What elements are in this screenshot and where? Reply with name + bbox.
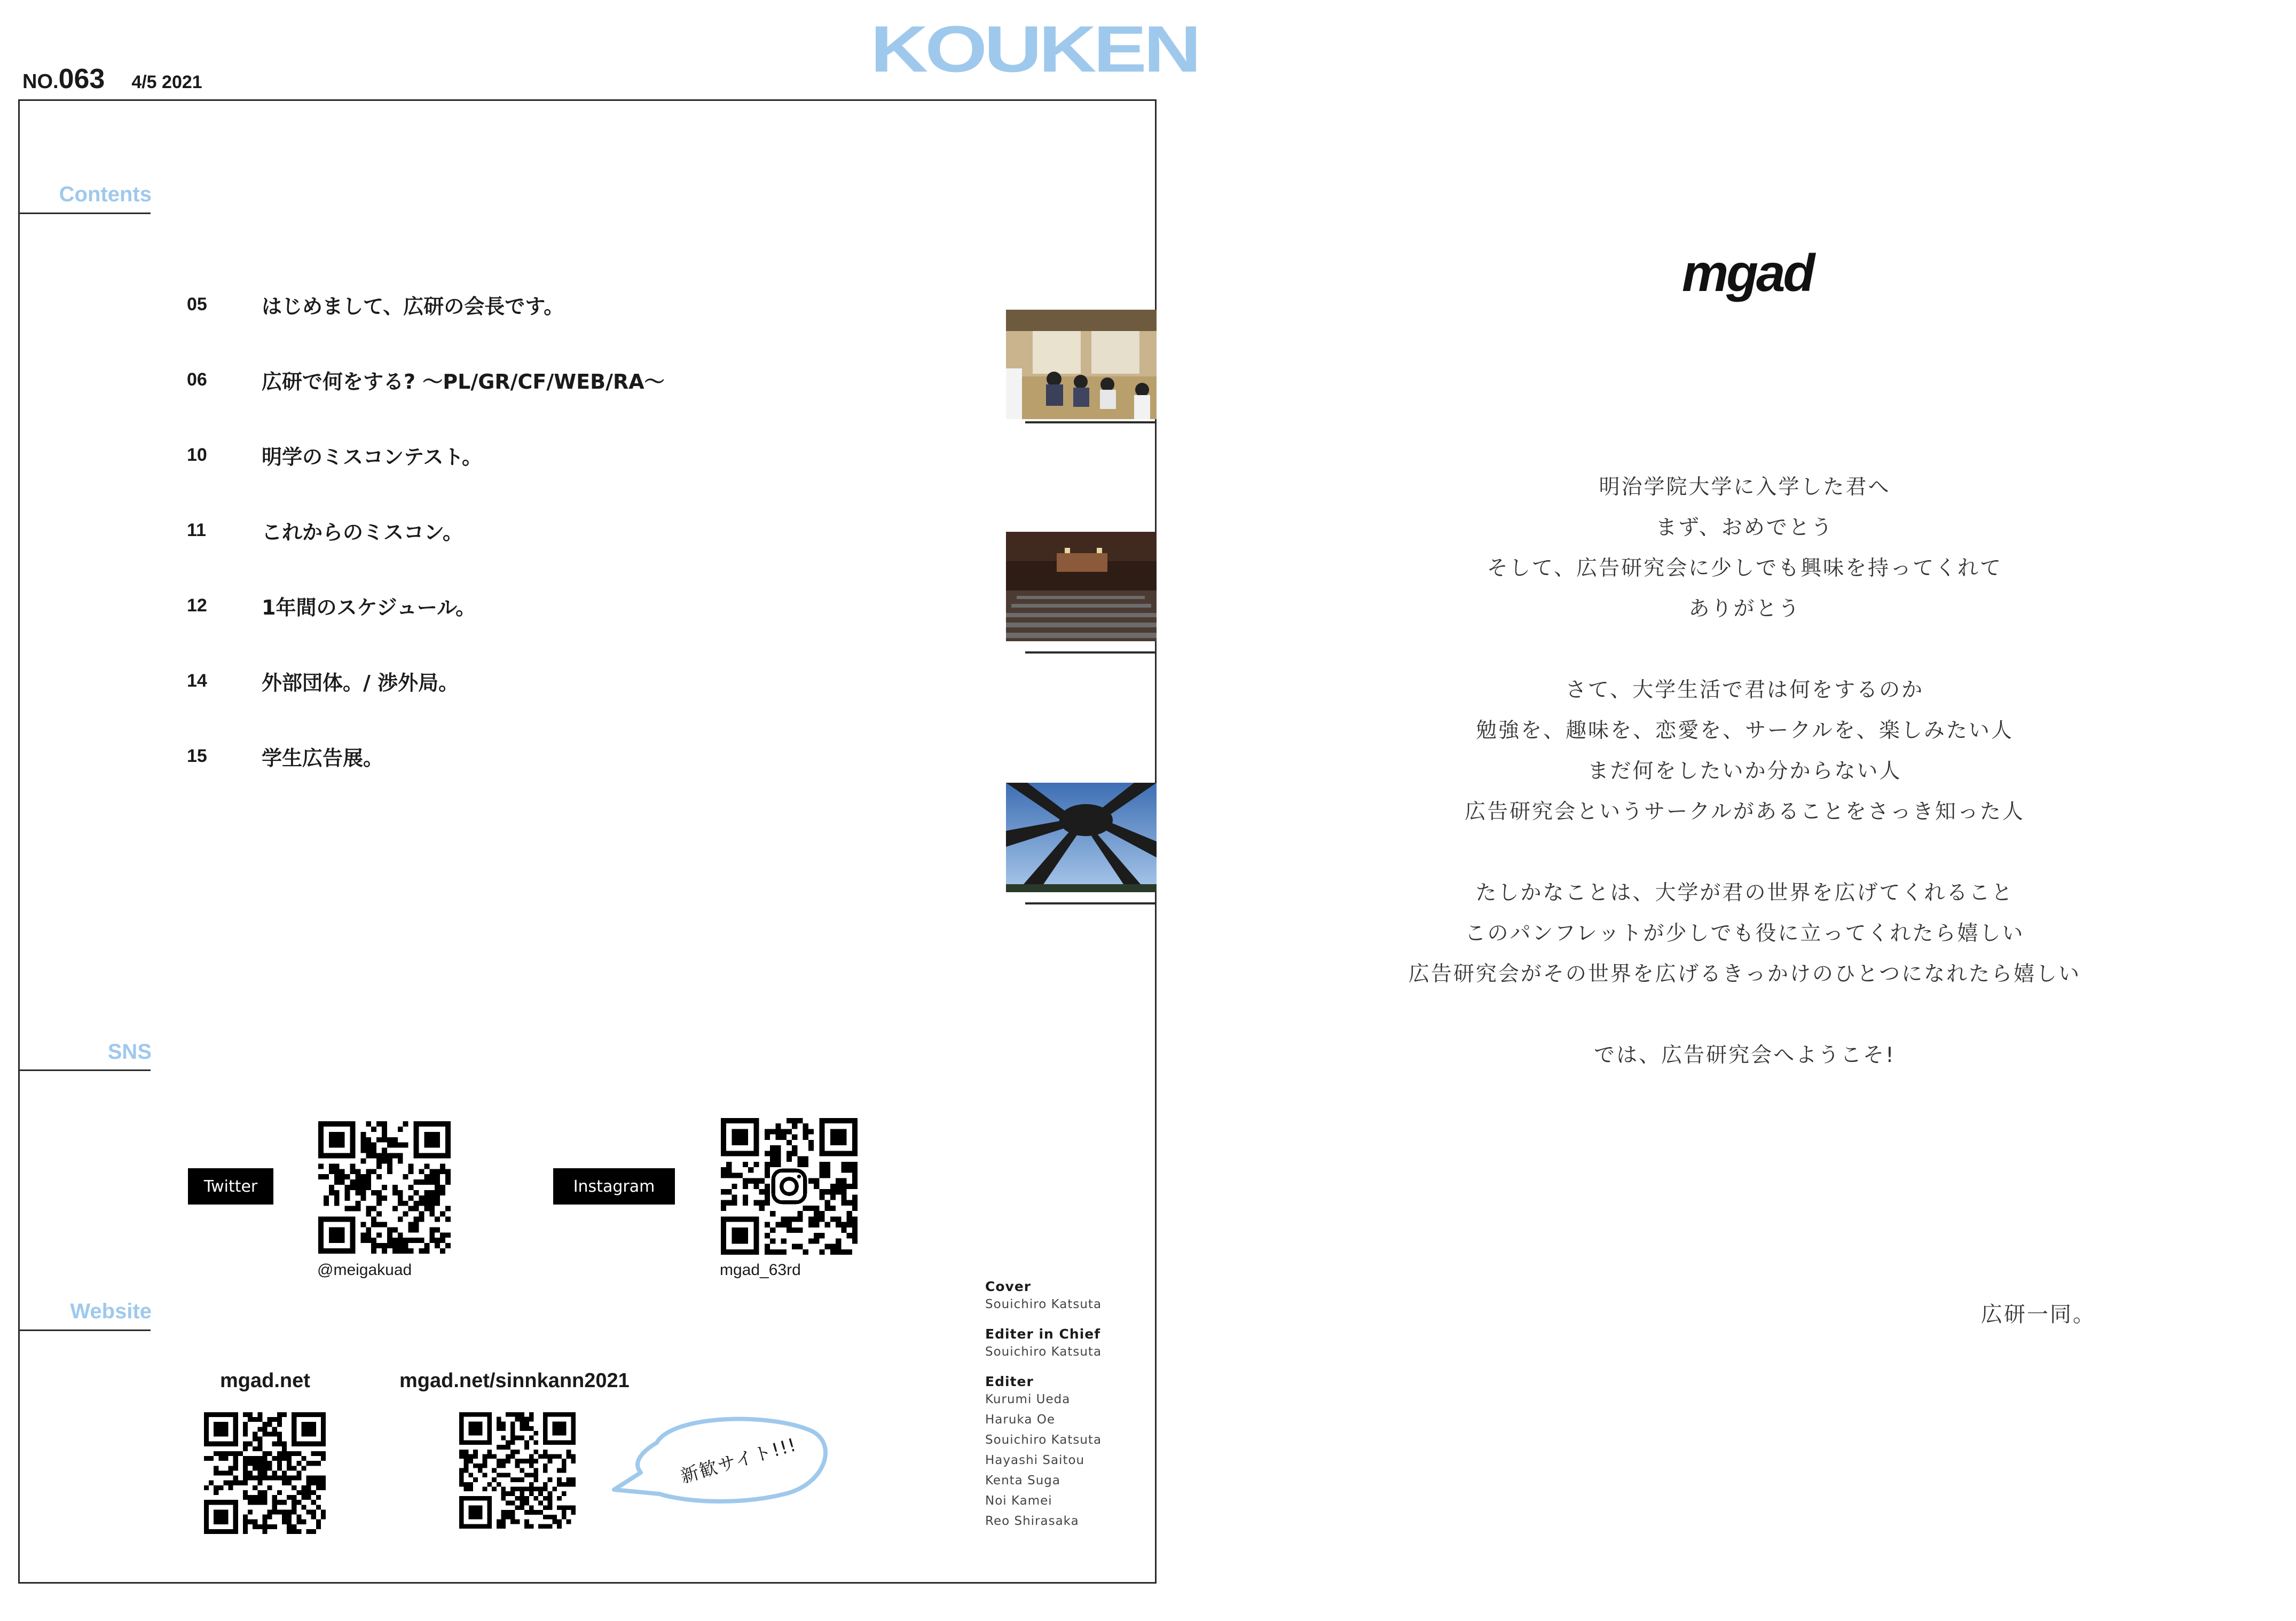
toc-item[interactable] (187, 439, 482, 471)
toc-page-number: 15 (187, 745, 207, 766)
message-gap (1356, 995, 2133, 1035)
cover-label: Cover (985, 1279, 1032, 1294)
instagram-label[interactable]: Instagram (553, 1168, 675, 1205)
photo-auditorium (1006, 532, 1157, 641)
toc-title: 広研で何をする? 〜PL/GR/CF/WEB/RA〜 (262, 369, 665, 394)
photo-hands-sky (1006, 783, 1157, 892)
toc-title: 明学のミスコンテスト。 (262, 445, 483, 469)
toc-item[interactable] (187, 364, 665, 396)
photo-rule-3 (1025, 902, 1157, 904)
signature: 広研一同。 (1981, 1302, 2096, 1327)
sns-title: SNS (107, 1040, 152, 1064)
issue-date: 4/5 2021 (131, 72, 202, 92)
issue-info (22, 63, 202, 95)
toc-title: 外部団体。/ 渉外局。 (262, 671, 459, 695)
message-line: このパンフレットが少しでも役に立ってくれたら嬉しい (1465, 922, 2025, 946)
issue-no-label: NO. (22, 70, 59, 93)
contents-rule (18, 213, 151, 214)
toc-item[interactable] (187, 740, 383, 772)
editor-label: Editer (985, 1374, 1034, 1389)
credits (985, 1279, 1102, 1531)
logo-text: KOUKEN (870, 12, 1199, 86)
photo-meeting-room (1006, 310, 1157, 419)
instagram-qr-code[interactable] (721, 1118, 858, 1255)
contents-title: Contents (59, 183, 152, 206)
toc-page-number: 10 (187, 444, 207, 465)
toc-title: これからのミスコン。 (262, 520, 463, 544)
toc-page-number: 11 (187, 520, 206, 540)
toc-page-number: 06 (187, 369, 207, 390)
editor-name: Reo Shirasaka (985, 1514, 1079, 1528)
editor-name: Kenta Suga (985, 1474, 1060, 1488)
photo-rule-2 (1025, 651, 1157, 654)
twitter-qr-code[interactable] (318, 1121, 451, 1254)
chief-label: Editer in Chief (985, 1326, 1101, 1342)
sns-rule (18, 1069, 151, 1071)
toc-item[interactable] (187, 665, 459, 697)
toc-item[interactable] (187, 589, 476, 621)
message-line: 広告研究会というサークルがあることをさっき知った人 (1465, 800, 2025, 824)
editor-name: Kurumi Ueda (985, 1392, 1071, 1406)
twitter-label[interactable]: Twitter (188, 1168, 273, 1205)
toc-page-number: 05 (187, 294, 207, 314)
editor-name: Souichiro Katsuta (985, 1433, 1102, 1447)
website-qr-code-2[interactable] (459, 1412, 576, 1529)
message-line: まず、おめでとう (1656, 516, 1834, 540)
message-gap (1356, 832, 2133, 873)
editor-name: Hayashi Saitou (985, 1453, 1085, 1467)
website-title: Website (70, 1300, 152, 1323)
website-url-2[interactable]: mgad.net/sinnkann2021 (399, 1370, 630, 1392)
mgad-logo: mgad (1682, 243, 1813, 302)
toc-title: 1年間のスケジュール。 (262, 595, 476, 619)
message-line: 広告研究会がその世界を広げるきっかけのひとつになれたら嬉しい (1408, 962, 2081, 986)
website-qr-code-1[interactable] (204, 1412, 326, 1534)
website-rule (18, 1329, 151, 1331)
website-url-1[interactable]: mgad.net (220, 1370, 310, 1392)
bubble-text: 新歓サイト!!! (678, 1434, 800, 1488)
toc-page-number: 12 (187, 595, 207, 616)
chief-name: Souichiro Katsuta (985, 1345, 1102, 1359)
toc-title: はじめまして、広研の会長です。 (262, 294, 564, 318)
message-gap (1356, 629, 2133, 670)
toc-item[interactable] (187, 288, 564, 320)
editor-name: Noi Kamei (985, 1494, 1052, 1508)
message-line: ありがとう (1688, 597, 1801, 621)
message-line: たしかなことは、大学が君の世界を広げてくれること (1475, 881, 2014, 905)
welcome-message (1356, 467, 2133, 1076)
editor-name: Haruka Oe (985, 1413, 1055, 1427)
photo-rule-1 (1025, 421, 1157, 423)
toc-title: 学生広告展。 (262, 746, 384, 770)
instagram-handle: mgad_63rd (720, 1261, 801, 1279)
message-line: 勉強を、趣味を、恋愛を、サークルを、楽しみたい人 (1476, 719, 2014, 743)
message-line: では、広告研究会へようこそ! (1594, 1043, 1896, 1067)
message-line: さて、大学生活で君は何をするのか (1565, 678, 1924, 702)
message-line: まだ何をしたいか分からない人 (1587, 759, 1902, 783)
message-line: 明治学院大学に入学した君へ (1599, 475, 1891, 499)
kouken-logo (870, 12, 1199, 96)
toc-item[interactable] (187, 514, 463, 546)
message-line: そして、広告研究会に少しでも興味を持ってくれて (1487, 556, 2003, 580)
cover-name: Souichiro Katsuta (985, 1297, 1102, 1311)
toc-page-number: 14 (187, 670, 207, 691)
issue-number: 063 (58, 64, 105, 95)
twitter-handle: @meigakuad (317, 1261, 412, 1279)
